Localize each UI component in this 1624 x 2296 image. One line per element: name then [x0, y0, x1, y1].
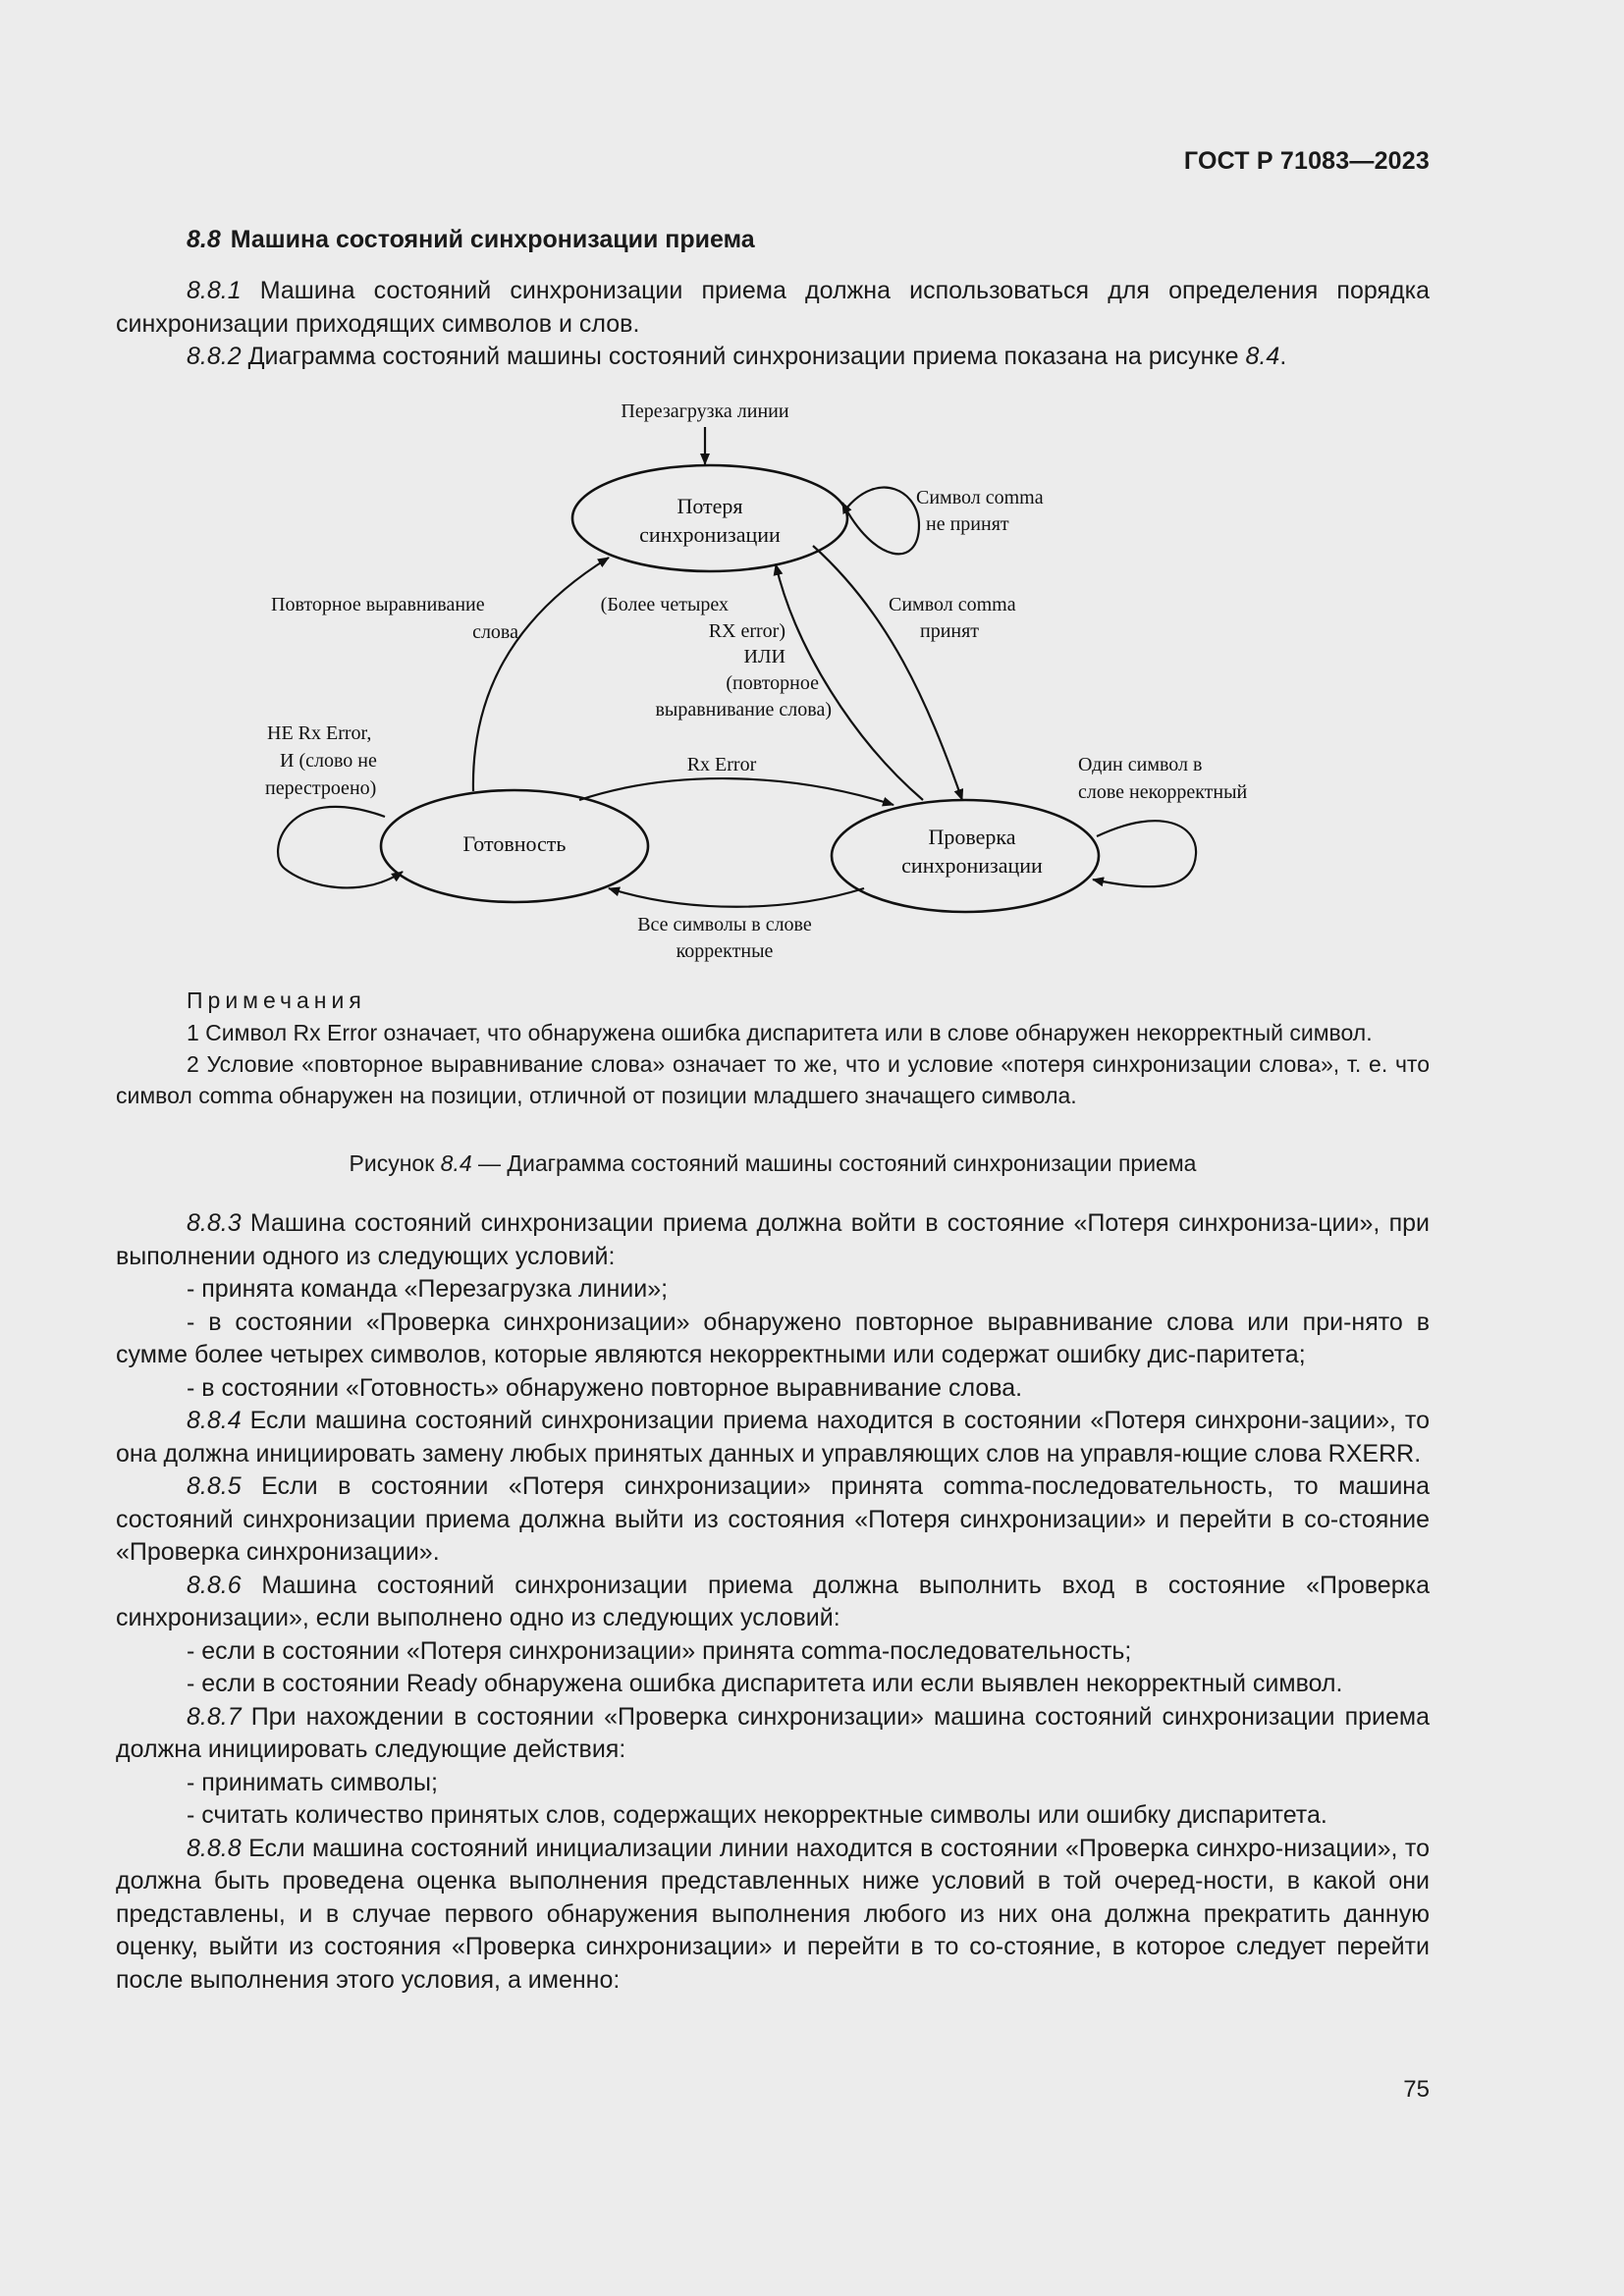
caption-text: — Диаграмма состояний машины состояний синхронизации приема: [478, 1150, 1197, 1176]
label-all-symbols: Все символы в слове: [637, 914, 812, 935]
paragraph-text: - считать количество принятых слов, содержащих некорректные символы или ошибку диспаритета.: [187, 1801, 1327, 1829]
paragraph-text: - в состоянии «Готовность» обнаружено повторное выравнивание слова.: [187, 1373, 1023, 1402]
section-number: 8.8: [187, 226, 221, 253]
state-ready-label: Готовность: [462, 831, 567, 856]
label-not-rx-error: И (слово не: [280, 750, 377, 772]
paragraph-8-8-7: [116, 1701, 1430, 1767]
figure-reference: 8.4: [1245, 343, 1280, 370]
body-text: [116, 1207, 1430, 1997]
arrow-check-to-ready: [609, 888, 864, 907]
page-number: 75: [1403, 2076, 1430, 2103]
arrow-ready-to-loss: [473, 558, 609, 791]
paragraph-number: 8.8.4: [187, 1407, 242, 1434]
label-rx-error: Rx Error: [686, 754, 757, 775]
paragraph-8-8-3: [116, 1207, 1430, 1273]
label-more-than-four: (повторное: [726, 672, 819, 694]
state-loss-label: Потеря: [677, 494, 743, 518]
list-item: [116, 1635, 1430, 1669]
section-title-text: Машина состояний синхронизации приема: [230, 226, 755, 253]
list-item: [116, 1799, 1430, 1833]
state-loss-label: синхронизации: [639, 522, 781, 547]
label-more-than-four: (Более четырех: [600, 594, 729, 615]
arrow-check-self: [1093, 821, 1196, 886]
paragraph-text: Если в состоянии «Потеря синхронизации» принята comma-последовательность, то машина состояний синхронизации приема должна выйти из состояния «Потеря синхронизации» и перейти в со-стояние «Проверка синхронизации».: [116, 1472, 1430, 1566]
label-comma-received: принят: [920, 620, 980, 642]
paragraph-number: 8.8.8: [187, 1834, 242, 1862]
list-item: [116, 1273, 1430, 1307]
list-item: [116, 1767, 1430, 1800]
figure-caption: [116, 1150, 1430, 1177]
state-check-label: синхронизации: [901, 853, 1043, 878]
list-item: [116, 1372, 1430, 1406]
paragraph-tail: .: [1279, 343, 1287, 370]
note-2: 2 Условие «повторное выравнивание слова» означает то же, что и условие «потеря синхронизации слова», т. е. что символ comma обнаружен на позиции, отличной от позиции младшего значащего символа.: [116, 1051, 1430, 1108]
paragraph-number: 8.8.6: [187, 1571, 242, 1599]
state-loss-ellipse: [572, 465, 847, 571]
paragraph-text: Машина состояний синхронизации приема должна использоваться для определения порядка синхронизации приходящих символов и слов.: [116, 277, 1430, 338]
label-reset: Перезагрузка линии: [621, 400, 789, 422]
state-check-label: Проверка: [928, 825, 1016, 849]
paragraph-number: 8.8.5: [187, 1472, 242, 1500]
label-more-than-four: RX error): [708, 620, 785, 642]
arrow-loss-self: [842, 488, 919, 555]
paragraph-text: При нахождении в состоянии «Проверка синхронизации» машина состояний синхронизации приема должна инициировать следующие действия:: [116, 1702, 1430, 1763]
paragraph-8-8-5: [116, 1470, 1430, 1570]
paragraph-number: 8.8.1: [187, 277, 242, 304]
list-item: [116, 1668, 1430, 1701]
paragraph-text: - в состоянии «Проверка синхронизации» обнаружено повторное выравнивание слова или при-нято в сумме более четырех символов, которые являются некорректными или содержат ошибку дис-паритета;: [116, 1308, 1430, 1368]
notes-heading: Примечания: [187, 988, 366, 1013]
paragraph-text: - если в состоянии «Потеря синхронизации» принята comma-последовательность;: [187, 1636, 1132, 1665]
label-not-rx-error: НЕ Rx Error,: [267, 722, 372, 744]
paragraph-text: Машина состояний синхронизации приема должна войти в состояние «Потеря синхрониза-ции», при выполнении одного из следующих условий:: [116, 1209, 1430, 1270]
paragraph-text: Если машина состояний синхронизации приема находится в состоянии «Потеря синхрони-зации», то она должна инициировать замену любых принятых данных и управляющих слов на управля-ющие слова RXERR.: [116, 1407, 1431, 1468]
label-comma-received: Символ comma: [889, 594, 1016, 615]
label-one-symbol: слове некорректный: [1078, 781, 1248, 803]
paragraph-number: 8.8.2: [187, 343, 242, 370]
label-realign: Повторное выравнивание: [271, 594, 485, 615]
state-diagram: [0, 0, 1624, 982]
note-1: 1 Символ Rx Error означает, что обнаружена ошибка диспаритета или в слове обнаружен некорректный символ.: [187, 1020, 1373, 1045]
paragraph-8-8-6: [116, 1570, 1430, 1635]
paragraph-text: - принята команда «Перезагрузка линии»;: [187, 1275, 669, 1303]
paragraph-number: 8.8.7: [187, 1702, 242, 1731]
arrow-ready-self: [278, 807, 403, 888]
paragraph-8-8-8: [116, 1833, 1430, 1998]
label-all-symbols: корректные: [676, 940, 774, 962]
label-more-than-four: выравнивание слова): [655, 699, 832, 721]
caption-line: [116, 1150, 1430, 1177]
paragraph-8-8-4: [116, 1405, 1430, 1470]
list-item: [116, 1307, 1430, 1372]
label-one-symbol: Один символ в: [1078, 754, 1203, 775]
caption-number: 8.4: [440, 1150, 472, 1176]
arrow-loss-to-check: [813, 546, 962, 800]
label-more-than-four: ИЛИ: [743, 646, 785, 667]
caption-prefix: Рисунок: [349, 1150, 435, 1176]
label-comma-not-received: Символ comma: [916, 487, 1044, 508]
label-comma-not-received: не принят: [926, 513, 1009, 535]
paragraph-text: - если в состоянии Ready обнаружена ошибка диспаритета или если выявлен некорректный символ.: [187, 1670, 1343, 1697]
paragraph-text: Диаграмма состояний машины состояний синхронизации приема показана на рисунке: [247, 343, 1239, 370]
paragraph-number: 8.8.3: [187, 1209, 242, 1237]
paragraph-text: Машина состояний синхронизации приема должна выполнить вход в состояние «Проверка синхронизации», если выполнено одно из следующих условий:: [116, 1571, 1430, 1631]
label-realign: слова: [472, 621, 518, 643]
label-not-rx-error: перестроено): [265, 777, 377, 799]
paragraph-text: - принимать символы;: [187, 1768, 438, 1796]
paragraph-text: Если машина состояний инициализации линии находится в состоянии «Проверка синхро-низации», то должна быть проведена оценка выполнения представленных ниже условий в той очеред-ности, в какой они представлены, и в случае первого обнаружения выполнения любого из них она должна прекратить данную оценку, выйти из состояния «Проверка синхронизации» и перейти в то со-стояние, в которое следует перейти после выполнения этого условия, а именно:: [116, 1834, 1430, 1994]
arrow-ready-to-check: [579, 778, 893, 805]
document-header: ГОСТ Р 71083—2023: [1183, 147, 1430, 175]
notes-block: [116, 985, 1430, 1111]
